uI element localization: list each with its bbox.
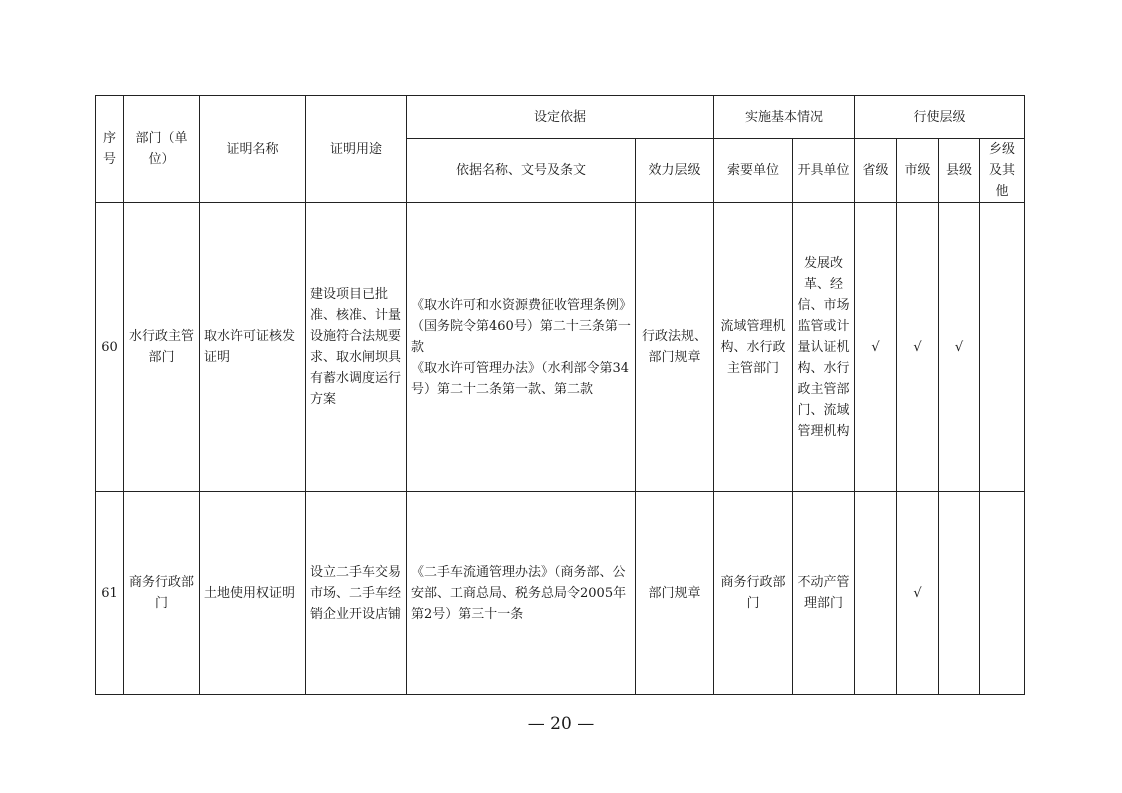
cell-lvl-town <box>980 492 1025 695</box>
cell-lvl-county: √ <box>939 203 980 492</box>
cell-cert-use: 建设项目已批准、核准、计量设施符合法规要求、取水闸坝具有蓄水调度运行方案 <box>306 203 407 492</box>
col-header-basis-name: 依据名称、文号及条文 <box>407 139 636 203</box>
col-header-lvl-province: 省级 <box>855 139 897 203</box>
cell-lvl-county <box>939 492 980 695</box>
cell-impl-issue: 不动产管理部门 <box>793 492 855 695</box>
col-header-lvl-county: 县级 <box>939 139 980 203</box>
col-header-lvl-city: 市级 <box>897 139 939 203</box>
certificate-table <box>95 95 1025 695</box>
col-header-cert-name: 证明名称 <box>200 96 306 203</box>
cell-lvl-city: √ <box>897 203 939 492</box>
header-row-1 <box>96 96 1025 139</box>
col-header-dept: 部门（单位） <box>124 96 200 203</box>
col-header-impl-request: 索要单位 <box>714 139 793 203</box>
cell-dept: 水行政主管部门 <box>124 203 200 492</box>
cell-lvl-province: √ <box>855 203 897 492</box>
cell-seq: 61 <box>96 492 124 695</box>
cell-basis-level: 行政法规、部门规章 <box>636 203 714 492</box>
col-header-lvl-town: 乡级及其他 <box>980 139 1025 203</box>
cell-lvl-city: √ <box>897 492 939 695</box>
cell-lvl-town <box>980 203 1025 492</box>
cell-cert-name: 取水许可证核发证明 <box>200 203 306 492</box>
table-row <box>96 492 1025 695</box>
cell-impl-request: 商务行政部门 <box>714 492 793 695</box>
page-number: — 20 — <box>527 714 595 734</box>
cell-seq: 60 <box>96 203 124 492</box>
col-header-basis-level: 效力层级 <box>636 139 714 203</box>
col-header-impl-issue: 开具单位 <box>793 139 855 203</box>
col-header-exercise-group: 行使层级 <box>855 96 1025 139</box>
cell-basis-name: 《取水许可和水资源费征收管理条例》（国务院令第460号）第二十三条第一款 《取水许可管理办法》（水利部令第34号）第二十二条第一款、第二款 <box>407 203 636 492</box>
col-header-impl-group: 实施基本情况 <box>714 96 855 139</box>
col-header-seq: 序号 <box>96 96 124 203</box>
col-header-basis-group: 设定依据 <box>407 96 714 139</box>
cell-basis-name: 《二手车流通管理办法》（商务部、公安部、工商总局、税务总局令2005年第2号）第三十一条 <box>407 492 636 695</box>
cell-basis-level: 部门规章 <box>636 492 714 695</box>
table-row <box>96 203 1025 492</box>
cell-lvl-province <box>855 492 897 695</box>
cell-dept: 商务行政部门 <box>124 492 200 695</box>
cell-impl-request: 流域管理机构、水行政主管部门 <box>714 203 793 492</box>
cell-cert-use: 设立二手车交易市场、二手车经销企业开设店铺 <box>306 492 407 695</box>
cell-cert-name: 土地使用权证明 <box>200 492 306 695</box>
col-header-cert-use: 证明用途 <box>306 96 407 203</box>
cell-impl-issue: 发展改革、经信、市场监管或计量认证机构、水行政主管部门、流域管理机构 <box>793 203 855 492</box>
